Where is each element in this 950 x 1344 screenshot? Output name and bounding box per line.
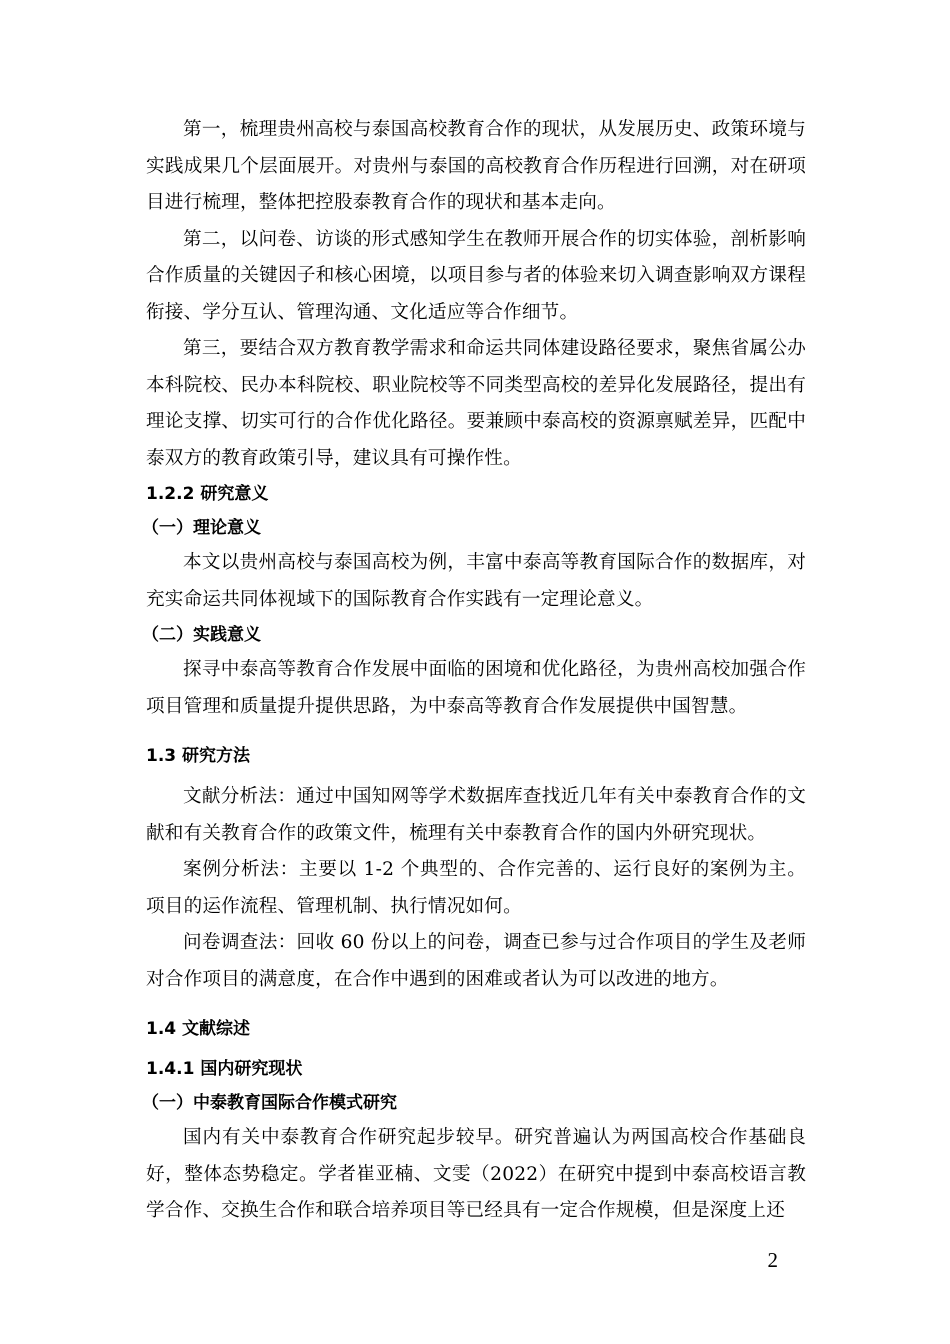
paragraph-first: 第一，梳理贵州高校与泰国高校教育合作的现状，从发展历史、政策环境与实践成果几个层面展开。对贵州与泰国的高校教育合作历程进行回溯，对在研项目进行梳理，整体把控股泰教育合作的现状和基本走向。 [146, 119, 806, 213]
paragraph-practical: 探寻中泰高等教育合作发展中面临的困境和优化路径，为贵州高校加强合作项目管理和质量提升提供思路，为中泰高等教育合作发展提供中国智慧。 [146, 659, 806, 717]
paragraph-theoretical: 本文以贵州高校与泰国高校为例，丰富中泰高等教育国际合作的数据库，对充实命运共同体视域下的国际教育合作实践有一定理论意义。 [146, 552, 806, 610]
heading-domestic-research: 1.4.1 国内研究现状 [146, 1059, 303, 1079]
page-number: 2 [767, 1248, 778, 1272]
page-body [142, 112, 806, 1230]
heading-literature-review: 1.4 文献综述 [146, 1019, 251, 1039]
paragraph-domestic-research: 国内有关中泰教育合作研究起步较早。研究普遍认为两国高校合作基础良好，整体态势稳定。学者崔亚楠、文雯（2022）在研究中提到中泰高校语言教学合作、交换生合作和联合培养项目等已经具有一定合作规模，但是深度上还 [146, 1127, 806, 1221]
heading-practical-significance: （二）实践意义 [142, 625, 261, 645]
paragraph-survey-method: 问卷调查法：回收 60 份以上的问卷，调查已参与过合作项目的学生及老师对合作项目的满意度，在合作中遇到的困难或者认为可以改进的地方。 [146, 932, 806, 990]
heading-theoretical-significance: （一）理论意义 [142, 518, 261, 538]
paragraph-literature-method: 文献分析法：通过中国知网等学术数据库查找近几年有关中泰教育合作的文献和有关教育合作的政策文件，梳理有关中泰教育合作的国内外研究现状。 [146, 786, 806, 844]
heading-cooperation-model: （一）中泰教育国际合作模式研究 [142, 1093, 397, 1113]
paragraph-case-method: 案例分析法：主要以 1-2 个典型的、合作完善的、运行良好的案例为主。项目的运作流程、管理机制、执行情况如何。 [146, 859, 806, 917]
heading-research-significance: 1.2.2 研究意义 [146, 484, 269, 504]
paragraph-second: 第二，以问卷、访谈的形式感知学生在教师开展合作的切实体验，剖析影响合作质量的关键因子和核心困境，以项目参与者的体验来切入调查影响双方课程衔接、学分互认、管理沟通、文化适应等合作细节。 [146, 228, 806, 323]
paragraph-third: 第三，要结合双方教育教学需求和命运共同体建设路径要求，聚焦省属公办本科院校、民办本科院校、职业院校等不同类型高校的差异化发展路径，提出有理论支撑、切实可行的合作优化路径。要兼顾中泰高校的资源禀赋差异，匹配中泰双方的教育政策引导，建议具有可操作性。 [146, 338, 806, 469]
heading-research-methods: 1.3 研究方法 [146, 746, 251, 766]
